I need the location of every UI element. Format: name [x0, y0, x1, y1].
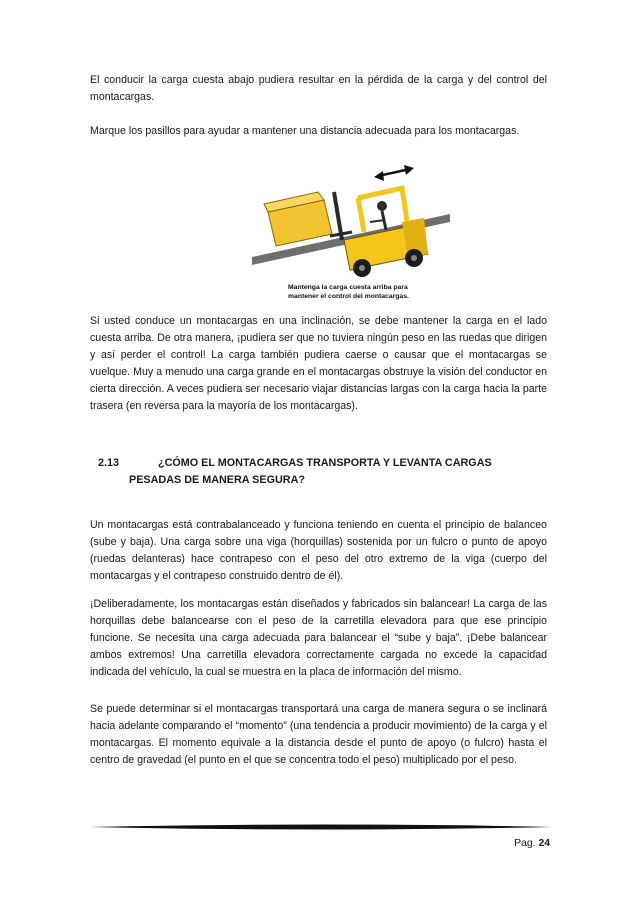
paragraph-downhill-warning: El conducir la carga cuesta abajo pudiera resultar en la pérdida de la carga y del control del montacargas. [90, 74, 547, 103]
page-number-value: 24 [538, 838, 550, 849]
figure-caption-line1: Mantenga la carga cuesta arriba para [288, 284, 408, 291]
paragraph-moment: Se puede determinar si el montacargas transportará una carga de manera segura o se inclinará hacia adelante comparando el “momento” (una tendencia a producir movimiento) de la carga y el montacargas. El momento equivale a la distancia desde el punto de apoyo (o fulcro) hasta el centro de gravedad (el punto en el que se concentra todo el peso) multiplicado por el peso. [90, 703, 547, 766]
section-heading [98, 455, 547, 489]
footer-rule [90, 822, 552, 832]
forklift-on-ramp-image [252, 162, 450, 305]
paragraph-mark-aisles: Marque los pasillos para ayudar a mantener una distancia adecuada para los montacargas. [90, 125, 520, 137]
section-number: 2.13 [98, 457, 120, 469]
page-number [514, 838, 550, 849]
section-title-line1: ¿CÓMO EL MONTACARGAS TRANSPORTA Y LEVANTA CARGAS [158, 457, 492, 469]
page-label: Pag. [514, 838, 536, 849]
paragraph-counterbalance: Un montacargas está contrabalanceado y funciona teniendo en cuenta el principio de balanceo (sube y baja). Una carga sobre una viga (horquillas) sostenida por un fulcro o punto de apoyo (ruedas delanteras) hace contrapeso con el peso del otro extremo de la viga (cuerpo del montacargas y el contrapeso construido dentro de él). [90, 519, 547, 582]
figure-caption-line2: mantener el control del montacargas. [288, 293, 409, 300]
paragraph-deliberate-unbalanced: ¡Deliberadamente, los montacargas están diseñados y fabricados sin balancear! La carga de las horquillas debe balancearse con el peso de la carretilla elevadora para que ese principio funcione. Se necesita una carga adecuada para balancear el “sube y baja”. ¡Debe balancear ambos extremos! Una carretilla elevadora correctamente cargada no excede la capacidad indicada del vehículo, la cual se muestra en la placa de información del mismo. [90, 598, 547, 678]
section-title-line2: PESADAS DE MANERA SEGURA? [129, 474, 305, 486]
forklift-illustration [252, 162, 450, 305]
paragraph-incline-driving: Si usted conduce un montacargas en una inclinación, se debe mantener la carga en el lado cuesta arriba. De otra manera, ¡pudiera ser que no tuviera ningún peso en las ruedas que dirigen y así perder el control! La carga también pudiera caerse o causar que el montacargas se vuelque. Muy a menudo una carga grande en el montacargas obstruye la visión del conductor en cierta dirección. A veces pudiera ser necesario viajar distancias largas con la carga hacia la parte trasera (en reversa para la mayoría de los montacargas). [90, 315, 547, 412]
